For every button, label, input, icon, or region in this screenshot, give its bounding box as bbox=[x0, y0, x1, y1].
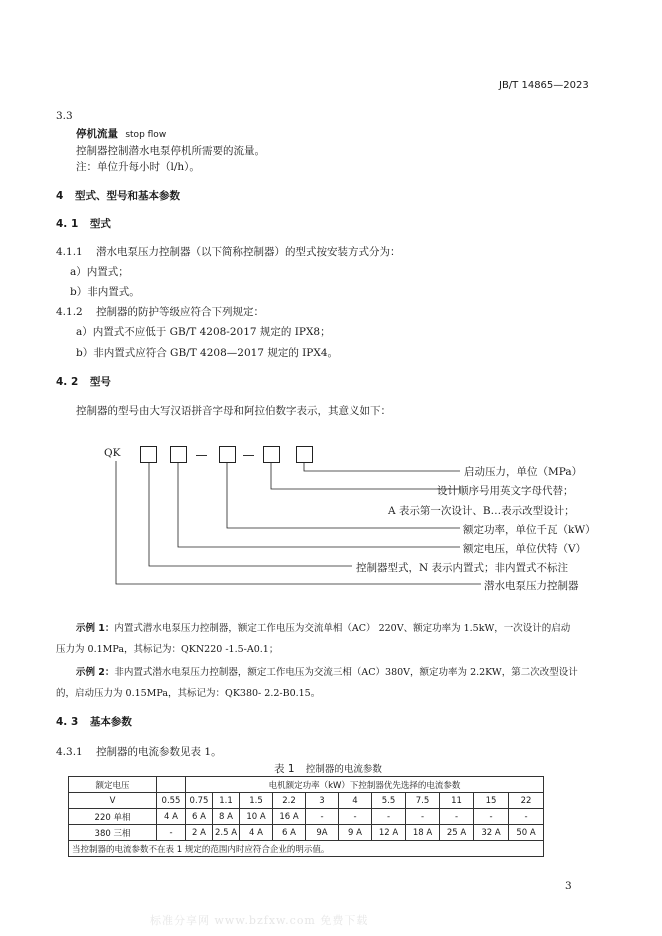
current-cell: - bbox=[406, 809, 440, 825]
model-label-controller: 潜水电泵压力控制器 bbox=[484, 580, 579, 592]
term-note: 注：单位升每小时（l/h）。 bbox=[76, 161, 200, 173]
clause-4-1-1-b: b）非内置式。 bbox=[70, 286, 140, 298]
power-cell: 15 bbox=[474, 793, 509, 809]
term-en: stop flow bbox=[125, 130, 167, 140]
current-cell: - bbox=[474, 809, 509, 825]
section-4-1-title: 型式 bbox=[89, 218, 111, 230]
table-caption-num: 表 1 bbox=[274, 763, 295, 775]
term-definition: 控制器控制潜水电泵停机所需要的流量。 bbox=[76, 145, 265, 157]
header-voltage: 额定电压 bbox=[69, 777, 157, 793]
example-1-text: 内置式潜水电泵压力控制器，额定工作电压为交流单相（AC） 220V、额定功率为 1.5kW，一次设计的启动 bbox=[114, 623, 571, 634]
clause-4-1-1-a: a）内置式； bbox=[70, 266, 129, 278]
current-cell: 2 A bbox=[186, 825, 213, 841]
current-cell: - bbox=[339, 809, 372, 825]
header-blank bbox=[157, 777, 186, 793]
page-number: 3 bbox=[565, 880, 572, 892]
power-cell: 1.1 bbox=[213, 793, 240, 809]
current-cell: - bbox=[372, 809, 406, 825]
section-4-num: 4 bbox=[56, 190, 64, 202]
model-prefix: QK bbox=[104, 447, 121, 459]
model-label-power: 额定功率，单位千瓦（kW） bbox=[463, 524, 596, 536]
example-2-label: 示例 2： bbox=[76, 667, 115, 678]
model-label-pressure: 启动压力，单位（MPa） bbox=[464, 466, 583, 478]
table-caption bbox=[274, 761, 382, 776]
example-1-label: 示例 1： bbox=[76, 623, 115, 634]
current-cell: 8 A bbox=[213, 809, 240, 825]
power-cell: 7.5 bbox=[406, 793, 440, 809]
model-intro-text: 控制器的型号由大写汉语拼音字母和阿拉伯数字表示，其意义如下： bbox=[76, 405, 391, 417]
model-label-design-ab: A 表示第一次设计、B…表示改型设计； bbox=[388, 505, 575, 517]
current-cell: 4 A bbox=[157, 809, 186, 825]
clause-4-3-1 bbox=[56, 744, 222, 759]
power-cell: 11 bbox=[440, 793, 474, 809]
example-2-line-1 bbox=[76, 664, 578, 678]
power-cell: 5.5 bbox=[372, 793, 406, 809]
table-row bbox=[69, 809, 544, 825]
power-cell: 22 bbox=[509, 793, 544, 809]
section-4-3-heading bbox=[56, 714, 132, 729]
current-cell: 32 A bbox=[474, 825, 509, 841]
header-unit: V bbox=[69, 793, 157, 809]
current-cell: 16 A bbox=[273, 809, 306, 825]
current-cell: 6 A bbox=[273, 825, 306, 841]
model-label-type: 控制器型式，N 表示内置式；非内置式不标注 bbox=[356, 562, 569, 574]
clause-4-3-1-text: 控制器的电流参数见表 1。 bbox=[96, 746, 222, 758]
power-cell: 0.55 bbox=[157, 793, 186, 809]
row-label: 380 三相 bbox=[69, 825, 157, 841]
clause-4-1-2-b: b）非内置式应符合 GB/T 4208—2017 规定的 IPX4。 bbox=[76, 347, 339, 359]
power-cell: 4 bbox=[339, 793, 372, 809]
section-4-3-num: 4. 3 bbox=[56, 716, 79, 728]
current-cell: 12 A bbox=[372, 825, 406, 841]
example-1-line-1 bbox=[76, 620, 570, 634]
power-cell: 1.5 bbox=[240, 793, 273, 809]
row-label: 220 单相 bbox=[69, 809, 157, 825]
current-cell: 2.5 A bbox=[213, 825, 240, 841]
power-cell: 0.75 bbox=[186, 793, 213, 809]
example-1-line-2: 压力为 0.1MPa，其标记为：QKN220 -1.5-A0.1； bbox=[56, 644, 279, 655]
section-4-title: 型式、型号和基本参数 bbox=[74, 190, 180, 202]
table-caption-title: 控制器的电流参数 bbox=[305, 764, 382, 775]
clause-4-3-1-num: 4.3.1 bbox=[56, 746, 83, 758]
clause-4-1-1-text: 潜水电泵压力控制器（以下简称控制器）的型式按安装方式分为： bbox=[96, 246, 401, 258]
table-footnote: 当控制器的电流参数不在表 1 规定的范围内时应符合企业的明示值。 bbox=[69, 841, 544, 857]
power-cell: 2.2 bbox=[273, 793, 306, 809]
current-cell: - bbox=[509, 809, 544, 825]
clause-4-1-2-num: 4.1.2 bbox=[56, 306, 83, 318]
table-row bbox=[69, 825, 544, 841]
model-label-design: 设计顺序号用英文字母代替； bbox=[437, 485, 574, 497]
current-cell: 4 A bbox=[240, 825, 273, 841]
current-cell: - bbox=[157, 825, 186, 841]
current-cell: 18 A bbox=[406, 825, 440, 841]
standard-number: JB/T 14865—2023 bbox=[499, 80, 589, 91]
section-3-3-number: 3.3 bbox=[56, 110, 73, 122]
current-cell: - bbox=[440, 809, 474, 825]
clause-4-1-1-num: 4.1.1 bbox=[56, 246, 83, 258]
clause-4-1-2-text: 控制器的防护等级应符合下列规定： bbox=[96, 306, 265, 318]
example-2-text: 非内置式潜水电泵压力控制器，额定工作电压为交流三相（AC）380V，额定功率为 2.2KW，第二次改型设计 bbox=[114, 667, 578, 678]
current-cell: 9A bbox=[306, 825, 339, 841]
header-power: 电机额定功率（kW）下控制器优先选择的电流参数 bbox=[186, 777, 544, 793]
clause-4-1-2-a: a）内置式不应低于 GB/T 4208-2017 规定的 IPX8； bbox=[76, 326, 331, 338]
power-cell: 3 bbox=[306, 793, 339, 809]
current-parameter-table bbox=[68, 776, 544, 857]
term-cn: 停机流量 bbox=[76, 128, 118, 140]
current-cell: - bbox=[306, 809, 339, 825]
section-4-2-title: 型号 bbox=[89, 376, 111, 388]
section-4-2-num: 4. 2 bbox=[56, 376, 79, 388]
current-cell: 6 A bbox=[186, 809, 213, 825]
current-cell: 50 A bbox=[509, 825, 544, 841]
current-cell: 9 A bbox=[339, 825, 372, 841]
current-cell: 10 A bbox=[240, 809, 273, 825]
section-4-3-title: 基本参数 bbox=[89, 716, 132, 728]
watermark: 标准分享网 www.bzfxw.com 免费下载 bbox=[150, 914, 369, 927]
section-4-1-num: 4. 1 bbox=[56, 218, 79, 230]
model-label-voltage: 额定电压，单位伏特（V） bbox=[463, 543, 587, 555]
current-cell: 25 A bbox=[440, 825, 474, 841]
example-2-line-2: 的，启动压力为 0.15MPa，其标记为：QK380- 2.2-B0.15。 bbox=[56, 688, 321, 699]
